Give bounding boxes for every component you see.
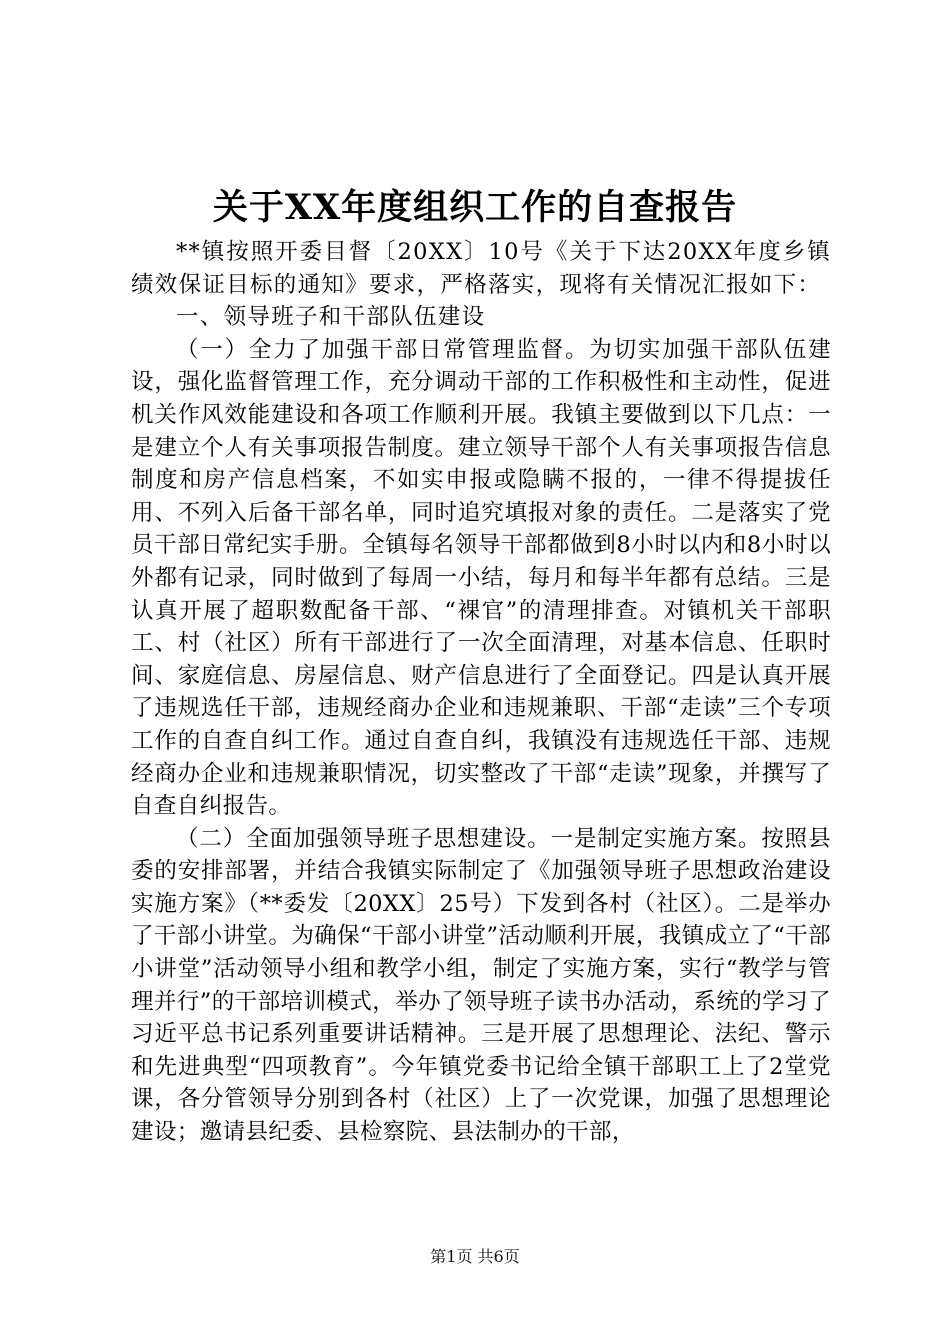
body-paragraph: （一）全力了加强干部日常管理监督。为切实加强干部队伍建设，强化监督管理工作，充分调动干部的工作积极性和主动性，促进机关作风效能建设和各项工作顺利开展。我镇主要做到以下几点：一是建立个人有关事项报告制度。建立领导干部个人有关事项报告信息制度和房产信息档案，不如实申报或隐瞒不报的，一律不得提拔任用、不列入后备干部名单，同时追究填报对象的责任。二是落实了党员干部日常纪实手册。全镇每名领导干部都做到8小时以内和8小时以外都有记录，同时做到了每周一小结，每月和每半年都有总结。三是认真开展了超职数配备干部、“裸官”的清理排查。对镇机关干部职工、村（社区）所有干部进行了一次全面清理，对基本信息、任职时间、家庭信息、房屋信息、财产信息进行了全面登记。四是认真开展了违规选任干部，违规经商办企业和违规兼职、干部“走读”三个专项工作的自查自纠工作。通过自查自纠，我镇没有违规选任干部、违规经商办企业和违规兼职情况，切实整改了干部“走读”现象，并撰写了自查自纠报告。 xyxy=(131,336,831,820)
document-title: 关于XX年度组织工作的自查报告 xyxy=(212,187,738,228)
section-heading: 一、领导班子和干部队伍建设 xyxy=(176,304,486,331)
page-indicator: 第1页 共6页 xyxy=(430,1247,520,1266)
document-body xyxy=(131,236,831,1149)
intro-paragraph: **镇按照开委目督〔20XX〕10号《关于下达20XX年度乡镇绩效保证目标的通知》要求，严格落实，现将有关情况汇报如下： xyxy=(131,239,831,298)
body-paragraph: （二）全面加强领导班子思想建设。一是制定实施方案。按照县委的安排部署，并结合我镇实际制定了《加强领导班子思想政治建设实施方案》（**委发〔20XX〕25号）下发到各村（社区）。二是举办了干部小讲堂。为确保“干部小讲堂”活动顺利开展，我镇成立了“干部小讲堂”活动领导小组和教学小组，制定了实施方案，实行“教学与管理并行”的干部培训模式，举办了领导班子读书办活动，系统的学习了习近平总书记系列重要讲话精神。三是开展了思想理论、法纪、警示和先进典型“四项教育”。今年镇党委书记给全镇干部职工上了2堂党课，各分管领导分别到各村（社区）上了一次党课，加强了思想理论建设；邀请县纪委、县检察院、县法制办的干部， xyxy=(131,825,831,1146)
